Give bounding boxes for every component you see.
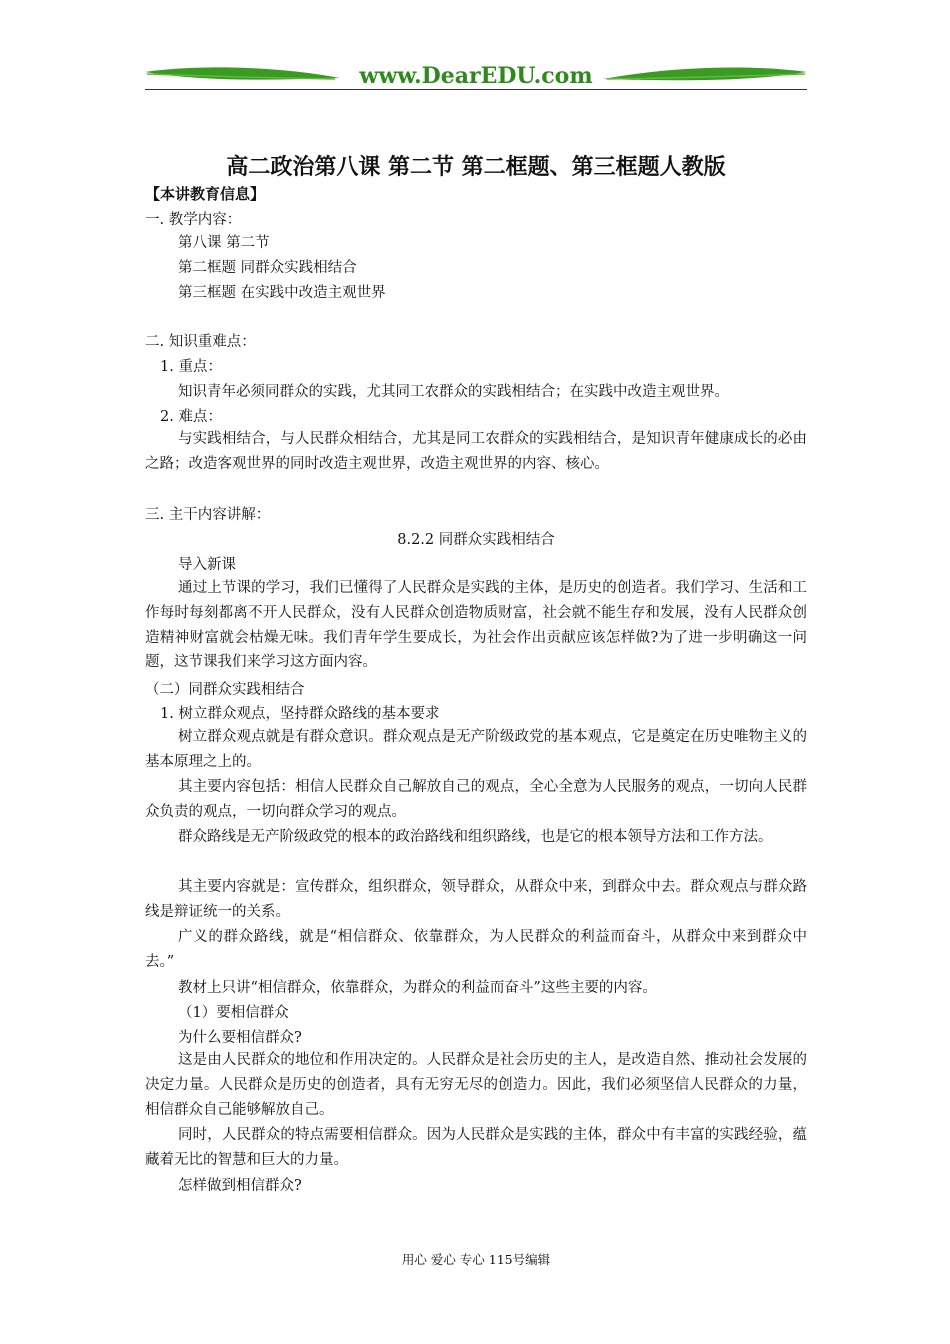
header-divider <box>145 89 807 90</box>
paragraph: 其主要内容就是：宣传群众，组织群众，领导群众，从群众中来，到群众中去。群众观点与群众路线是辩证统一的关系。 <box>145 879 807 920</box>
key-point-label: 1. 重点： <box>160 359 222 375</box>
paragraph: 同时，人民群众的特点需要相信群众。因为人民群众是实践的主体，群众中有丰富的实践经验，蕴藏着无比的智慧和巨大的力量。 <box>145 1127 807 1168</box>
point-heading: 1. 树立群众观点，坚持群众路线的基本要求 <box>160 706 440 722</box>
content-item: 第三框题 在实践中改造主观世界 <box>178 285 386 301</box>
paragraph: 群众路线是无产阶级政党的根本的政治路线和组织路线，也是它的根本领导方法和工作方法。 <box>178 829 773 845</box>
section-info-heading: 【本讲教育信息】 <box>145 185 266 203</box>
main-content-heading: 三. 主干内容讲解： <box>145 507 271 523</box>
subpoint-heading: （1）要相信群众 <box>178 1005 289 1021</box>
paragraph: 这是由人民群众的地位和作用决定的。人民群众是社会历史的主人，是改造自然、推动社会发展的决定力量。人民群众是历史的创造者，具有无穷无尽的创造力。因此，我们必须坚信人民群众的力量，相信群众自己能够解放自己。 <box>145 1052 807 1118</box>
difficulty-label: 2. 难点： <box>160 409 222 425</box>
paragraph: 其主要内容包括：相信人民群众自己解放自己的观点，全心全意为人民服务的观点，一切向人民群众负责的观点，一切向群众学习的观点。 <box>145 779 807 820</box>
knowledge-heading: 二. 知识重难点： <box>145 334 256 350</box>
paragraph: 广义的群众路线，就是“相信群众、依靠群众，为人民群众的利益而奋斗，从群众中来到群众中去。” <box>145 929 807 970</box>
question: 怎样做到相信群众? <box>178 1178 302 1194</box>
intro-paragraph: 通过上节课的学习，我们已懂得了人民群众是实践的主体，是历史的创造者。我们学习、生活和工作每时每刻都离不开人民群众，没有人民群众创造物质财富，社会就不能生存和发展，没有人民群众创造精神财富就会枯燥无味。我们青年学生要成长，为社会作出贡献应该怎样做?为了进一步明确这一问题，这节课我们来学习这方面内容。 <box>145 580 807 671</box>
site-logo-text: www.DearEDU.com <box>359 63 593 89</box>
lesson-title: 8.2.2 同群众实践相结合 <box>397 532 555 548</box>
content-heading: 一. 教学内容： <box>145 212 242 228</box>
page-title: 高二政治第八课 第二节 第二框题、第三框题人教版 <box>226 155 726 180</box>
paragraph: 教材上只讲“相信群众，依靠群众，为群众的利益而奋斗”这些主要的内容。 <box>178 980 657 996</box>
content-item: 第八课 第二节 <box>178 235 270 251</box>
paragraph: 树立群众观点就是有群众意识。群众观点是无产阶级政党的基本观点，它是奠定在历史唯物主义的基本原理之上的。 <box>145 729 807 770</box>
subsection-heading: （二）同群众实践相结合 <box>145 682 305 698</box>
difficulty-text: 与实践相结合，与人民群众相结合，尤其是同工农群众的实践相结合，是知识青年健康成长的必由之路；改造客观世界的同时改造主观世界，改造主观世界的内容、核心。 <box>145 431 807 472</box>
question: 为什么要相信群众? <box>178 1030 302 1046</box>
key-point-text: 知识青年必须同群众的实践，尤其同工农群众的实践相结合；在实践中改造主观世界。 <box>178 384 729 400</box>
page-footer: 用心 爱心 专心 115号编辑 <box>401 1252 551 1267</box>
intro-label: 导入新课 <box>178 557 236 573</box>
site-header-banner <box>145 62 807 92</box>
content-item: 第二框题 同群众实践相结合 <box>178 260 357 276</box>
